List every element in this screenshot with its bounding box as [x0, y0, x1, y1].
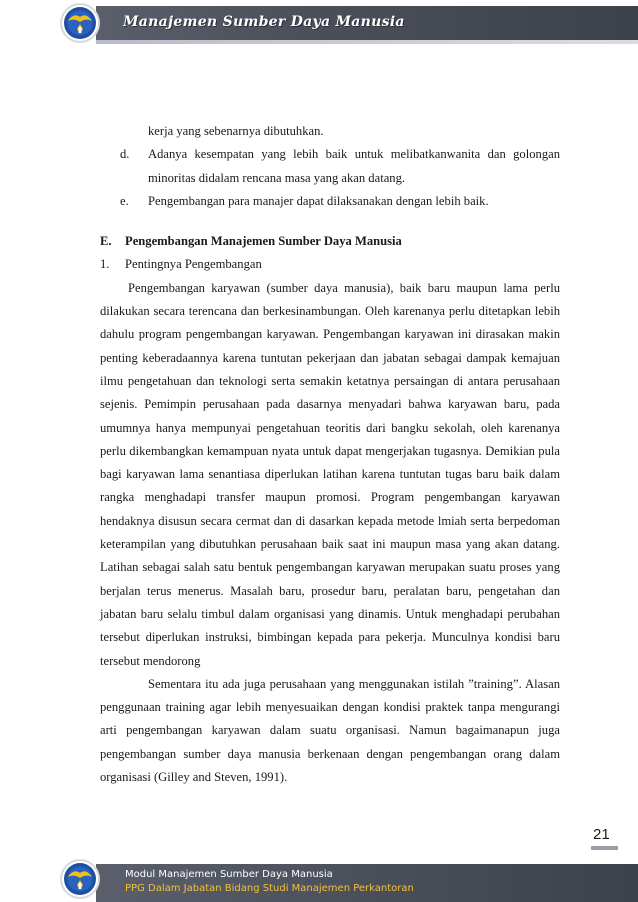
- page-header: [0, 0, 638, 46]
- list-marker: d.: [120, 147, 130, 162]
- paragraph: Sementara itu ada juga perusahaan yang menggunakan istilah ”training”. Alasan penggunaan training agar lebih menyesuaikan dengan kondisi praktek tanpa mengurangi arti pengembangan karyawan dalam suatu organisasi. Namun bagaimanapun juga pengembangan sumber daya manusia berkenaan dengan pengembangan orang dalam organisasi (Gilley and Steven, 1991).: [100, 676, 560, 785]
- page-content: [100, 120, 560, 789]
- header-accent-line: [96, 40, 638, 44]
- section-marker: E.: [100, 234, 112, 249]
- tut-wuri-handayani-logo-icon: [62, 861, 98, 897]
- list-item: [120, 143, 560, 190]
- paragraph: Pengembangan karyawan (sumber daya manusia), baik baru maupun lama perlu dilakukan secara terencana dan berkesinambungan. Oleh karenanya perlu ditetapkan lebih dahulu program pengembangan karyawan. Pengembangan karyawan ini dirasakan makin penting keberadaannya karena tuntutan pekerjaan dan jabatan sebagai dampak kemajuan ilmu pengetahuan dan teknologi serta semakin ketatnya persaingan di antara perusahaan sejenis. Pemimpin perusahaan pada dasarnya menyadari bahwa karyawan baru, pada umumnya hanya mempunyai pengetahuan teoritis dari bangku sekolah, oleh karenanya perlu dikembangkan kemampuan nyata untuk dapat mengerjakan tugasnya. Demikian pula bagi karyawan lama senantiasa diperlukan latihan karena tuntutan tugas baru baik dalam rangka menghadapi transfer maupun promosi. Program pengembangan karyawan hendaknya disusun secara cermat dan di dasarkan kepada metode lmiah serta berpedoman keterampilan yang dibutuhkan perusahaan baik saat ini maupun masa yang akan datang. Latihan sebagai salah satu bentuk pengembangan karyawan merupakan suatu proses yang berjalan terus menerus. Masalah baru, prosedur baru, peralatan baru, pengetahan dan jabatan baru selalu timbul dalam organisasi yang dinamis. Untuk menghadapi perubahan tersebut diperlukan instruksi, bimbingan kepada para pekerja. Munculnya kondisi baru tersebut mendorong: [100, 280, 560, 668]
- section-heading: [100, 230, 560, 253]
- list-item-text: Pengembangan para manajer dapat dilaksanakan dengan lebih baik.: [148, 193, 489, 208]
- tut-wuri-handayani-logo-icon: [62, 5, 98, 41]
- list-marker: e.: [120, 193, 129, 208]
- list-continuation: kerja yang sebenarnya dibutuhkan.: [148, 124, 324, 138]
- subsection-marker: 1.: [100, 257, 110, 272]
- footer-module-title: Modul Manajemen Sumber Daya Manusia: [125, 869, 333, 880]
- subsection-title: Pentingnya Pengembangan: [125, 257, 262, 272]
- page-number-underline: [591, 846, 618, 850]
- page-number: 21: [593, 826, 610, 843]
- subsection-heading: [100, 253, 560, 276]
- header-title: Manajemen Sumber Daya Manusia: [123, 14, 405, 30]
- list-item-text: Adanya kesempatan yang lebih baik untuk melibatkanwanita dan golongan minoritas didalam rencana masa yang akan datang.: [148, 147, 560, 185]
- list-item: [120, 190, 560, 213]
- section-title: Pengembangan Manajemen Sumber Daya Manusia: [125, 234, 402, 249]
- footer-program-title: PPG Dalam Jabatan Bidang Studi Manajemen Perkantoran: [125, 883, 414, 894]
